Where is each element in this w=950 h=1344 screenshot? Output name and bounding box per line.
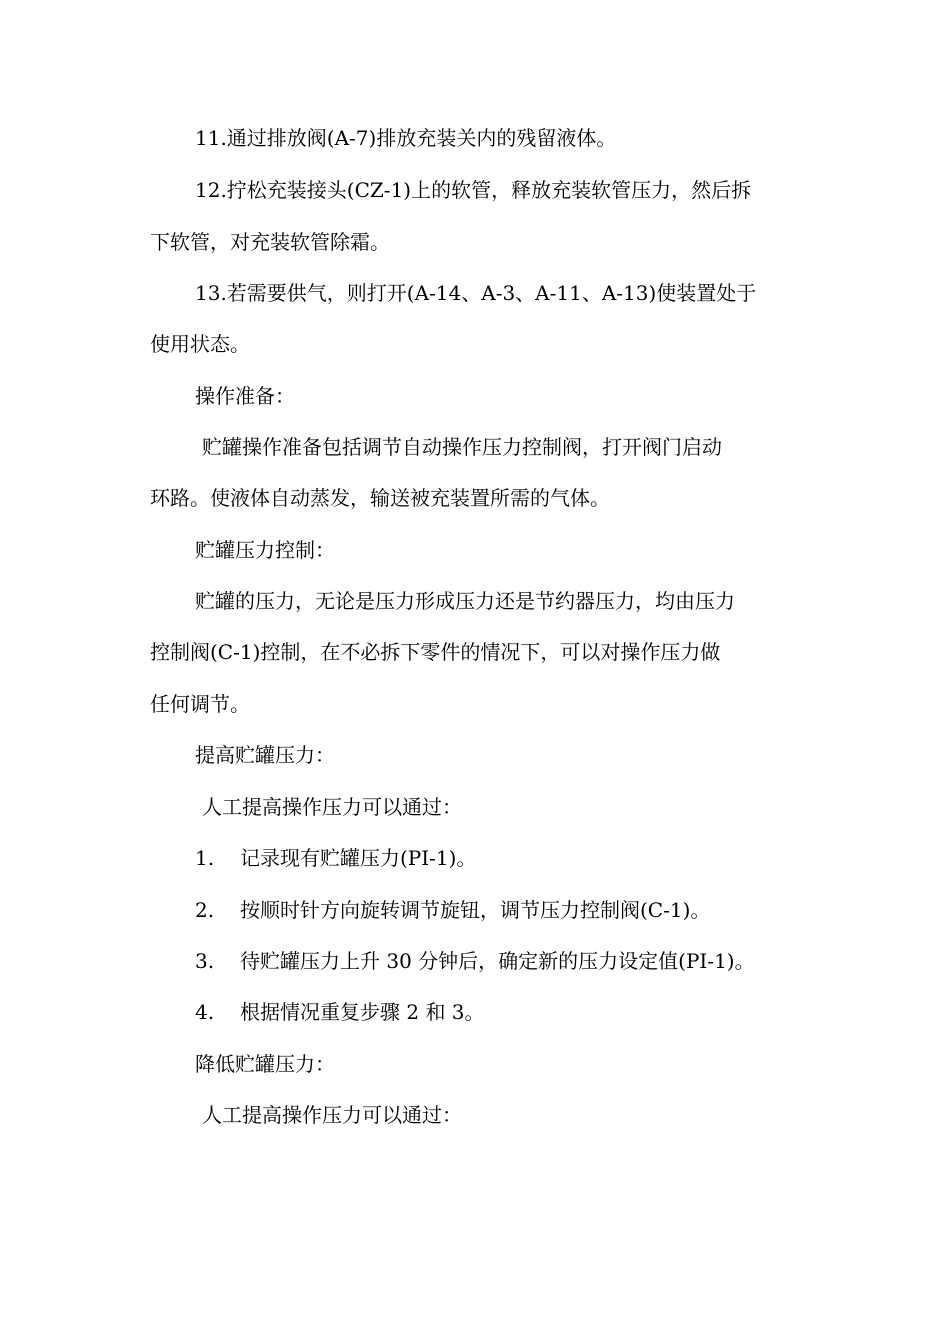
paragraph-pressure-line-3: 任何调节。 — [150, 692, 250, 716]
paragraph-step-12-line-1: 12.拧松充装接头(CZ-1)上的软管，释放充装软管压力，然后拆 — [195, 178, 752, 202]
heading-raise-pressure: 提高贮罐压力： — [195, 743, 335, 767]
heading-lower-pressure: 降低贮罐压力： — [195, 1052, 335, 1076]
paragraph-pressure-line-1: 贮罐的压力，无论是压力形成压力还是节约器压力，均由压力 — [195, 589, 735, 613]
list-item-text: 根据情况重复步骤 2 和 3。 — [240, 1000, 485, 1024]
list-item-text: 按顺时针方向旋转调节旋钮，调节压力控制阀(C-1)。 — [240, 898, 711, 922]
list-item-number: 2. — [195, 898, 215, 922]
heading-tank-pressure-control: 贮罐压力控制： — [195, 538, 335, 562]
paragraph-lower-intro: 人工提高操作压力可以通过： — [202, 1103, 462, 1127]
paragraph-pressure-line-2: 控制阀(C-1)控制，在不必拆下零件的情况下，可以对操作压力做 — [150, 640, 721, 664]
list-item-text: 记录现有贮罐压力(PI-1)。 — [240, 846, 477, 870]
paragraph-prep-line-2: 环路。使液体自动蒸发，输送被充装置所需的气体。 — [150, 486, 610, 510]
heading-operation-prep: 操作准备： — [195, 384, 295, 408]
list-item-number: 4. — [195, 1000, 215, 1024]
paragraph-step-13-line-2: 使用状态。 — [150, 332, 250, 356]
paragraph-step-13-line-1: 13.若需要供气，则打开(A-14、A-3、A-11、A-13)使装置处于 — [195, 281, 757, 305]
paragraph-prep-line-1: 贮罐操作准备包括调节自动操作压力控制阀，打开阀门启动 — [202, 435, 722, 459]
list-item-number: 1. — [195, 846, 215, 870]
paragraph-raise-intro: 人工提高操作压力可以通过： — [202, 795, 462, 819]
paragraph-step-11: 11.通过排放阀(A-7)排放充装关内的残留液体。 — [195, 126, 617, 150]
list-item-number: 3. — [195, 949, 215, 973]
paragraph-step-12-line-2: 下软管，对充装软管除霜。 — [150, 230, 390, 254]
list-item-text: 待贮罐压力上升 30 分钟后，确定新的压力设定值(PI-1)。 — [240, 949, 755, 973]
